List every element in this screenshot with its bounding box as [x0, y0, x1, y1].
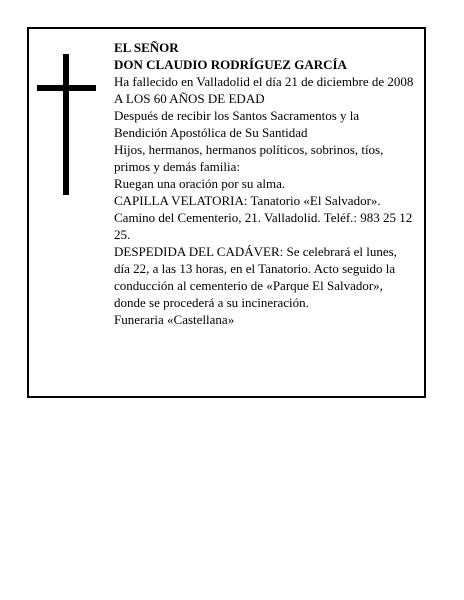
death-announcement: Ha fallecido en Valladolid el día 21 de diciembre de 2008 [114, 74, 414, 89]
funeral-home: Funeraria «Castellana» [114, 312, 235, 327]
sacraments-line: Después de recibir los Santos Sacramentos y la Bendición Apostólica de Su Santidad [114, 108, 360, 140]
age-line: A LOS 60 AÑOS DE EDAD [114, 91, 265, 106]
prayer-request: Ruegan una oración por su alma. [114, 176, 286, 191]
cross-icon [63, 54, 69, 195]
obituary-text [114, 39, 414, 328]
cross-icon-crossbar [37, 85, 96, 91]
honorific-heading: EL SEÑOR [114, 40, 179, 55]
farewell-info: DESPEDIDA DEL CADÁVER: Se celebrará el lunes, día 22, a las 13 horas, en el Tanatorio. Acto seguido la conducción al cementerio de «Parque El Salvador», donde se procederá a su incineración. [114, 244, 397, 310]
deceased-name: DON CLAUDIO RODRÍGUEZ GARCÍA [114, 57, 347, 72]
family-line: Hijos, hermanos, hermanos políticos, sobrinos, tíos, primos y demás familia: [114, 142, 384, 174]
chapel-info: CAPILLA VELATORIA: Tanatorio «El Salvador». Camino del Cementerio, 21. Valladolid. Teléf.: 983 25 12 25. [114, 193, 413, 242]
